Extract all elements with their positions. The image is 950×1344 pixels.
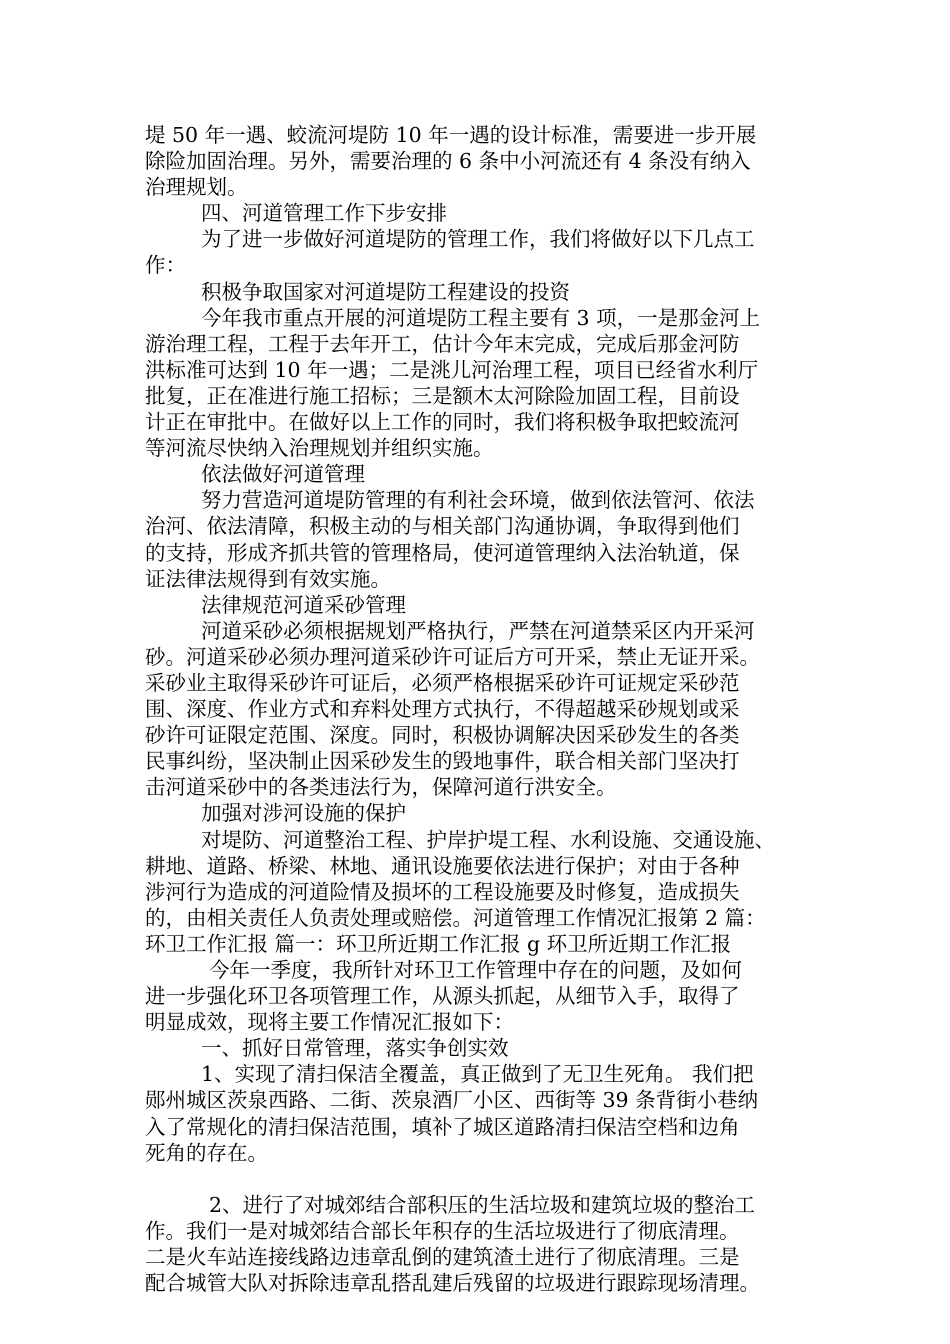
text-line: 进一步强化环卫各项管理工作，从源头抓起，从细节入手，取得了 <box>145 984 740 1009</box>
text-line: 法律规范河道采砂管理 <box>201 592 406 617</box>
text-line: 砂。河道采砂必须办理河道采砂许可证后方可开采，禁止无证开采。 <box>145 644 760 669</box>
text-line: 入了常规化的清扫保洁范围，填补了城区道路清扫保洁空档和边角 <box>145 1114 740 1139</box>
text-line: 堤 50 年一遇、蛟流河堤防 10 年一遇的设计标准，需要进一步开展 <box>145 123 757 147</box>
text-line: 努力营造河道堤防管理的有利社会环境，做到依法管河、依法 <box>201 488 755 513</box>
text-line: 游治理工程，工程于去年开工，估计今年末完成，完成后那金河防 <box>145 331 740 356</box>
text-line: 河道采砂必须根据规划严格执行，严禁在河道禁采区内开采河 <box>201 618 755 643</box>
text-line: 批复，正在准进行施工招标；三是额木太河除险加固工程，目前设 <box>145 383 740 408</box>
text-line <box>145 1166 827 1192</box>
text-line: 对堤防、河道整治工程、护岸护堤工程、水利设施、交通设施、 <box>201 827 775 852</box>
text-line: 民事纠纷，坚决制止因采砂发生的毁地事件，联合相关部门坚决打 <box>145 749 740 774</box>
text-line: 今年一季度，我所针对环卫工作管理中存在的问题，及如何 <box>209 958 742 982</box>
text-line: 的支持，形成齐抓共管的管理格局，使河道管理纳入法治轨道，保 <box>145 540 740 565</box>
text-line: 1、实现了清扫保洁全覆盖，真正做到了无卫生死角。 我们把 <box>201 1062 754 1087</box>
text-line: 死角的存在。 <box>145 1140 268 1165</box>
text-line: 为了进一步做好河道堤防的管理工作，我们将做好以下几点工 <box>201 227 755 252</box>
text-line: 治河、依法清障，积极主动的与相关部门沟通协调，争取得到他们 <box>145 514 740 539</box>
text-line: 证法律法规得到有效实施。 <box>145 566 391 591</box>
text-line: 作。我们一是对城郊结合部长年积存的生活垃圾进行了彻底清理。 <box>145 1218 740 1243</box>
text-line: 洪标准可达到 10 年一遇；二是洮儿河治理工程，项目已经省水利厅 <box>145 357 759 382</box>
text-line: 等河流尽快纳入治理规划并组织实施。 <box>145 436 494 461</box>
text-line: 计正在审批中。在做好以上工作的同时，我们将积极争取把蛟流河 <box>145 410 740 435</box>
text-line: 砂许可证限定范围、深度。同时，积极协调解决因采砂发生的各类 <box>145 723 740 748</box>
text-line: 作： <box>145 253 186 278</box>
text-line: 加强对涉河设施的保护 <box>201 801 406 826</box>
text-line: 治理规划。 <box>145 175 248 200</box>
document-body <box>145 122 827 1296</box>
text-line: 耕地、道路、桥梁、林地、通讯设施要依法进行保护；对由于各种 <box>145 853 740 878</box>
text-line: 郧州城区茨泉西路、二街、茨泉酒厂小区、西街等 39 条背街小巷纳 <box>145 1088 759 1113</box>
text-line: 一、抓好日常管理，落实争创实效 <box>201 1036 509 1061</box>
text-line: 采砂业主取得采砂许可证后，必须严格根据采砂许可证规定采砂范 <box>145 670 740 695</box>
text-line: 今年我市重点开展的河道堤防工程主要有 3 项，一是那金河上 <box>201 305 761 330</box>
text-line: 击河道采砂中的各类违法行为，保障河道行洪安全。 <box>145 775 617 800</box>
text-line: 环卫工作汇报 篇一：环卫所近期工作汇报 g 环卫所近期工作汇报 <box>145 931 732 956</box>
text-line: 2、进行了对城郊结合部积压的生活垃圾和建筑垃圾的整治工 <box>209 1192 756 1217</box>
text-line: 四、河道管理工作下步安排 <box>201 201 447 226</box>
text-line: 二是火车站连接线路边违章乱倒的建筑渣土进行了彻底清理。三是 <box>145 1245 740 1270</box>
text-line: 围、深度、作业方式和弃料处理方式执行，不得超越采砂规划或采 <box>145 697 740 722</box>
text-line: 依法做好河道管理 <box>201 462 365 487</box>
text-line: 明显成效，现将主要工作情况汇报如下： <box>145 1010 514 1035</box>
text-line: 积极争取国家对河道堤防工程建设的投资 <box>201 279 570 304</box>
text-line: 涉河行为造成的河道险情及损坏的工程设施要及时修复，造成损失 <box>145 879 740 904</box>
text-line: 的，由相关责任人负责处理或赔偿。河道管理工作情况汇报第 2 篇： <box>145 905 766 930</box>
text-line: 配合城管大队对拆除违章乱搭乱建后残留的垃圾进行跟踪现场清理。 <box>145 1271 760 1296</box>
text-line: 除险加固治理。另外，需要治理的 6 条中小河流还有 4 条没有纳入 <box>145 149 751 174</box>
